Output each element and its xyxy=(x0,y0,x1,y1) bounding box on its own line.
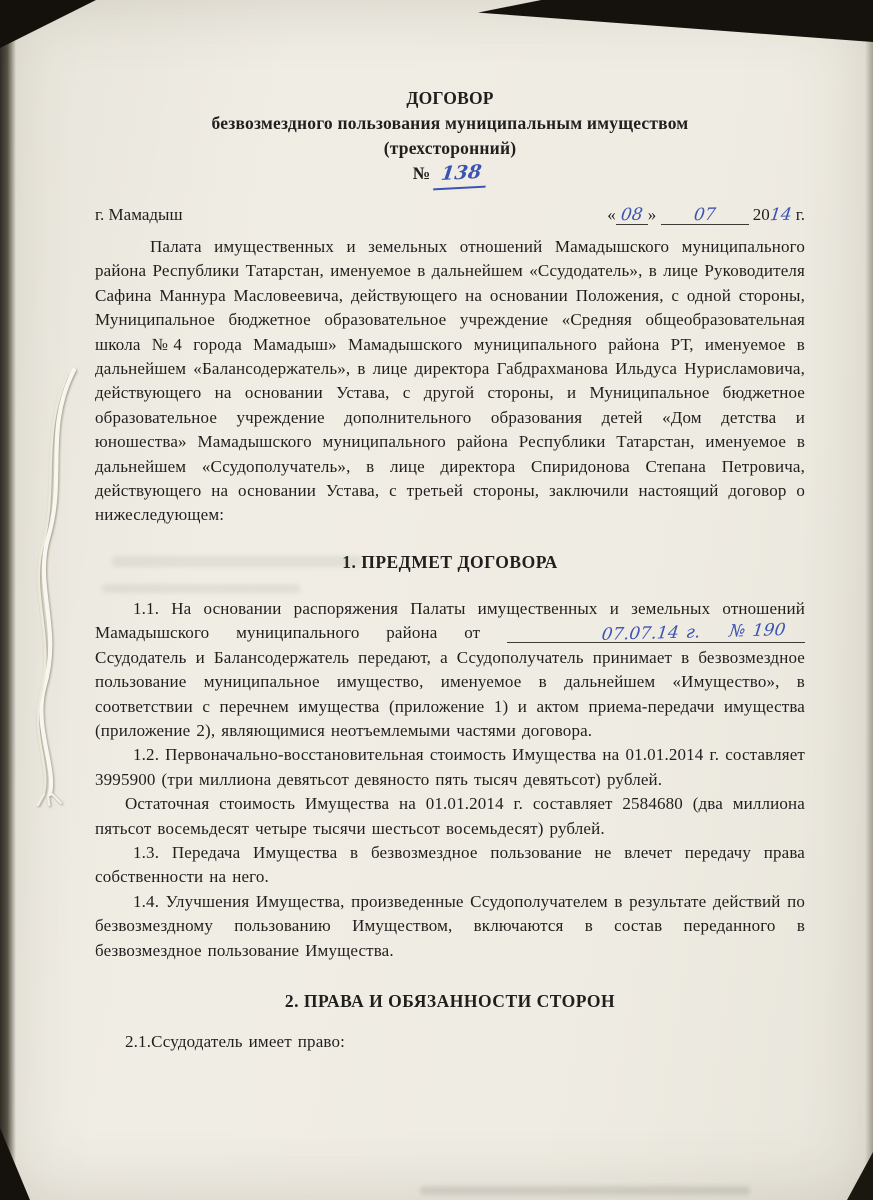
date-close-quote: » xyxy=(647,205,657,224)
section-2-heading: 2. ПРАВА И ОБЯЗАННОСТИ СТОРОН xyxy=(284,990,616,1011)
preamble-paragraph: Палата имущественных и земельных отношений Мамадышского муниципального района Республики Татарстан, именуемое в дальнейшем «Ссудодатель», в лице Руководителя Сафина Маннура Масловеевича, действующего на основании Положения, с одной стороны, Муниципальное бюджетное образовательное учреждение «Средняя общеобразовательная школа №4 города Мамадыш» Мамадышского муниципального района РТ, именуемое в дальнейшем «Балансодержатель», в лице директора Габдрахманова Ильдуса Нурисламовича, действующего на основании Устава, с другой стороны, и Муниципальное бюджетное образовательное учреждение дополнительного образования детей «Дом детства и юношества» Мамадышского муниципального района Республики Татарстан, именуемое в дальнейшем «Ссудополучатель», в лице директора Спиридонова Степана Петровича, действующего на основании Устава, с третьей стороны, заключили настоящий договор о нижеследующем: xyxy=(95,237,805,525)
date-month-blank xyxy=(661,206,749,225)
document-subtitle: безвозмездного пользования муниципальным имуществом xyxy=(211,113,689,133)
number-sign: № xyxy=(412,163,431,183)
scan-right-edge-shadow xyxy=(865,0,873,1200)
clause-1-1-text-before: 1.1. На основании распоряжения Палаты имущественных и земельных отношений Мамадышского муниципального района от xyxy=(95,598,805,643)
title-block xyxy=(95,86,805,189)
contract-number-handwritten: 138 xyxy=(433,160,489,191)
date-month-handwritten: 07 xyxy=(692,204,717,226)
binding-thread xyxy=(4,366,104,806)
document-title: ДОГОВОР xyxy=(406,88,494,108)
clause-1-1 xyxy=(95,597,805,743)
date-year-prefix: 20 xyxy=(752,205,770,224)
clause-1-2-residual: Остаточная стоимость Имущества на 01.01.2014 г. составляет 2584680 (два миллиона пятьсот восемьдесят четыре тысячи шестьсот восемьдесят) рублей. xyxy=(95,794,805,838)
order-reference-handwritten: 07.07.14 г. № 190 xyxy=(600,620,788,646)
clause-1-2: 1.2. Первоначально-восстановительная стоимость Имущества на 01.01.2014 г. составляет 3995900 (три миллиона девятьсот девяносто пять тысяч девятьсот) рублей. xyxy=(95,745,805,789)
date-open-quote: « xyxy=(607,205,616,224)
date-year-handwritten: 14 xyxy=(768,204,793,226)
document-type-note: (трехсторонний) xyxy=(383,138,517,158)
clause-2-1: 2.1.Ссудодатель имеет право: xyxy=(125,1031,345,1051)
contract-number-line xyxy=(95,161,805,189)
date-line xyxy=(607,205,805,225)
section-1-heading: 1. ПРЕДМЕТ ДОГОВОРА xyxy=(342,551,558,572)
city-date-row xyxy=(95,205,805,225)
order-reference-blank xyxy=(507,620,805,646)
clause-1-1-text-after: Ссудодатель и Балансодержатель передают, а Ссудополучатель принимает в безвозмездное пользование муниципальное имущество, именуемое в дальнейшем «Имущество», в соответствии с перечнем имущества (приложение 1) и актом приема-передачи имущества (приложение 2), являющимися неотъемлемыми частями договора. xyxy=(95,647,805,740)
city-label: г. Мамадыш xyxy=(95,205,183,224)
date-era-label: г. xyxy=(795,205,805,224)
date-day-blank xyxy=(616,206,648,225)
clause-1-4: 1.4. Улучшения Имущества, произведенные Ссудополучателем в результате действий по безвозмездному пользованию Имуществом, включаются в состав переданного в безвозмездное пользование Имущества. xyxy=(95,891,805,960)
date-day-handwritten: 08 xyxy=(619,204,644,226)
clause-1-3: 1.3. Передача Имущества в безвозмездное пользование не влечет передачу права собственности на него. xyxy=(95,842,805,887)
